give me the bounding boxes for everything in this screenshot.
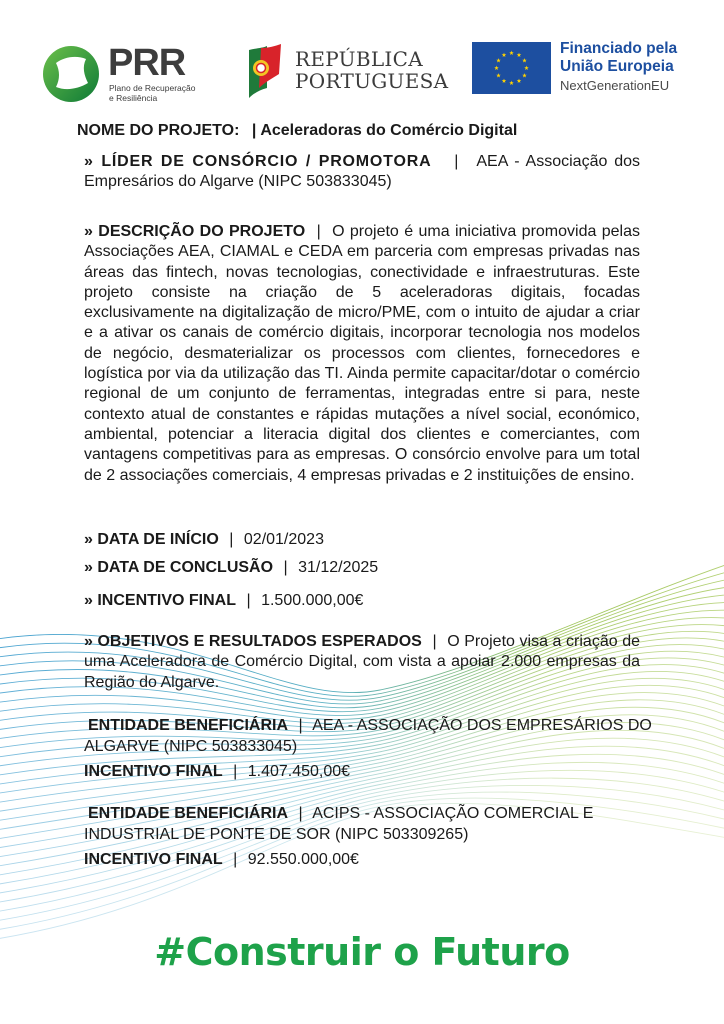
beneficiary-name-line1: AEA - ASSOCIAÇÃO DOS EMPRESÁRIOS DO (312, 717, 652, 734)
header-logos (0, 0, 724, 110)
beneficiary-incentive-value: 92.550.000,00€ (247, 851, 359, 868)
eu-funded-line2: União Europeia (560, 58, 674, 75)
final-incentive-value: 1.500.000,00€ (261, 592, 364, 609)
portugal-flag-icon (243, 44, 283, 100)
separator: | (283, 559, 288, 576)
project-name-value: Aceleradoras do Comércio Digital (260, 122, 518, 139)
eu-funded-line1: Financiado pela (560, 40, 678, 57)
project-name-label: NOME DO PROJETO: (77, 122, 240, 139)
description-value: O projeto é uma iniciativa promovida pelas Associações AEA, CIAMAL e CEDA em parceria com empresas privadas nas áreas das fintech, novas tecnologias, conectividade e infraestruturas. Este projeto consiste na criação de 5 aceleradoras digitais, focadas exclusivamente na digitalização de micro/PME, com o intuito de ajudar a criar e a ativar os canais de comércio digitais, incorporar tecnologia nos modelos de negócio, desmaterializar os processos com clientes, fornecedores e logística por via da utilização das TI. Ainda permite capacitar/dotar o comércio regional de um conjunto de ferramentas, integradas entre si para, neste contexto atual de constantes e rápidas mutações a nível social, económico, ambiental, potenciar a literacia digital dos clientes e comerciantes, com vantagens competitivas para as empresas. O consórcio envolve para um total de 2 associações comerciais, 4 empresas privadas e 2 instituições de ensino. (84, 223, 640, 484)
project-name-row (77, 121, 517, 141)
beneficiary-row (88, 716, 652, 736)
eu-funding-logo (472, 40, 702, 100)
objectives-section (84, 632, 640, 693)
republica-portuguesa-text (295, 48, 448, 92)
end-date-label: » DATA DE CONCLUSÃO (84, 559, 274, 576)
separator: | (233, 763, 238, 780)
beneficiary-name-line2: INDUSTRIAL DE PONTE DE SOR (NIPC 503309265) (84, 826, 469, 843)
prr-subtitle-line1: Plano de Recuperação (109, 83, 196, 93)
prr-subtitle-line2: e Resiliência (109, 93, 158, 103)
separator: | (316, 223, 321, 240)
republica-portuguesa-logo (243, 44, 453, 100)
separator: | (454, 153, 459, 170)
beneficiary-incentive-label: INCENTIVO FINAL (84, 851, 223, 868)
prr-title: PRR (108, 42, 186, 84)
beneficiary-row (88, 804, 593, 824)
beneficiary-incentive-value: 1.407.450,00€ (247, 763, 351, 780)
prr-subtitle (109, 83, 195, 103)
prr-leaf-icon (42, 45, 100, 103)
beneficiary-incentive-row (84, 762, 350, 782)
final-incentive-row (84, 591, 363, 611)
objectives-label: » OBJETIVOS E RESULTADOS ESPERADOS (84, 633, 422, 650)
beneficiary-name-line2: ALGARVE (NIPC 503833045) (84, 738, 298, 755)
separator: | (251, 122, 257, 139)
separator: | (229, 531, 234, 548)
republica-line1: REPÚBLICA (295, 47, 423, 71)
separator: | (432, 633, 437, 650)
start-date-value: 02/01/2023 (243, 531, 324, 548)
start-date-row (84, 530, 324, 550)
separator: | (298, 805, 303, 822)
objectives-value: O Projeto visa a criação de uma Aceleradora de Comércio Digital, com vista a apoiar 2.000 empresas da Região do Algarve. (84, 633, 641, 691)
separator: | (246, 592, 251, 609)
beneficiary-name-line1: ACIPS - ASSOCIAÇÃO COMERCIAL E (312, 805, 594, 822)
eu-flag-icon (472, 42, 551, 94)
end-date-row (84, 558, 378, 578)
description-section (84, 222, 640, 486)
leader-label: » LÍDER DE CONSÓRCIO / PROMOTORA (84, 153, 432, 170)
start-date-label: » DATA DE INÍCIO (84, 531, 219, 548)
description-label: » DESCRIÇÃO DO PROJETO (84, 223, 306, 240)
beneficiary-label: ENTIDADE BENEFICIÁRIA (88, 805, 289, 822)
beneficiary-incentive-row (84, 850, 359, 870)
eu-nextgen-text: NextGenerationEU (560, 78, 670, 93)
leader-section (84, 152, 640, 193)
final-incentive-label: » INCENTIVO FINAL (84, 592, 237, 609)
republica-line2: PORTUGUESA (295, 69, 449, 93)
beneficiary-incentive-label: INCENTIVO FINAL (84, 763, 223, 780)
leader-value: AEA - Associação dos Empresários do Algarve (NIPC 503833045) (84, 153, 640, 191)
end-date-value: 31/12/2025 (298, 559, 379, 576)
beneficiary-label: ENTIDADE BENEFICIÁRIA (88, 717, 289, 734)
separator: | (298, 717, 303, 734)
separator: | (233, 851, 238, 868)
prr-logo (42, 43, 227, 103)
slogan: #Construir o Futuro (154, 930, 570, 974)
